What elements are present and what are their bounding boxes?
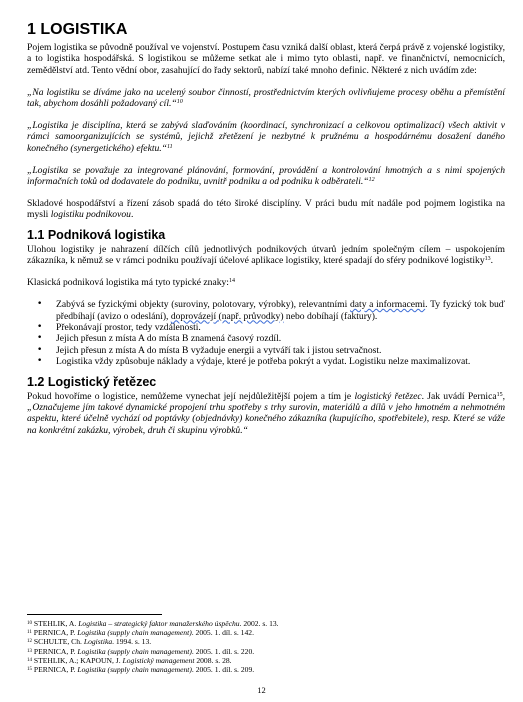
section-1-2-paragraph: Pokud hovoříme o logistice, nemůžeme vynechat její nejdůležitější pojem a tím je logistický řetězec. Jak uvádí Pernica$^{15}$, „Označujeme jím takové dynamické propojení trhu spotřeby s trhy surovin, materiálů a dílů v jeho hmotném a nehmotném aspektu, které účelně vychází od poptávky (objednávky) konečného zákazníka (kupujícího, spotřebitele), resp. Které se váže na konkrétní zakázku, výrobek, druh či skupinu výrobků.“: [27, 390, 506, 436]
page-number: 12: [257, 685, 266, 695]
bullet-list: [27, 299, 505, 367]
footnote-ref-10[interactable]: 10: [176, 99, 183, 106]
footnote-separator: [27, 614, 162, 615]
list-item: • Jejich přesun z místa A do místa B znamená časový rozdíl.: [37, 333, 282, 345]
footnotes: [27, 614, 505, 674]
footnote-12: $^{12}$ SCHULTE, Ch. Logistika. 1994. s. 13.: [27, 637, 152, 647]
section-heading-1-2: 1.2 Logistický řetězec: [27, 374, 157, 389]
footnote-ref-11[interactable]: 11: [167, 143, 173, 150]
intro-paragraph: Pojem logistika se původně používal ve vojenství. Postupem času vzniká další oblast, která čerpá právě z vojenské logistiky, a to logistika hospodářská. S logistikou se můžeme setkat ale i mimo tyto oblasti, např. ve finančnictví, nemocnicích, zemědělství atd. Tento vědní obor, zasahující do řady sektorů, nabízí také mnoho definic. Některé z nich uvádím zde:: [27, 42, 505, 76]
list-item: • Překonávají prostor, tedy vzdálenosti.: [37, 321, 201, 333]
chapter-heading: 1 LOGISTIKA: [27, 21, 128, 38]
footnote-13: $^{13}$ PERNICA, P. Logistika (supply chain management). 2005. 1. díl. s. 220.: [27, 646, 255, 656]
footnote-11: $^{11}$ PERNICA, P. Logistika (supply chain management). 2005. 1. díl. s. 142.: [27, 628, 254, 638]
definition-quote-2: „Logistika je disciplína, která se zabývá slaďováním (koordinací, synchronizací a celkovou optimalizací) všech aktivit v rámci samoorganizujících se systémů, jejichž zřetězení je nezbytné k pružnému a hospodárnému dosažení daného konečného (synergetického) efektu.“$^{11}$: [27, 120, 505, 154]
section-heading-1-1: 1.1 Podniková logistika: [27, 227, 166, 242]
footnote-ref-14[interactable]: 14: [228, 278, 235, 285]
closing-paragraph: Skladové hospodářství a řízení zásob spadá do této široké disciplíny. V práci budu mít nadále pod pojmem logistika na mysli logistiku podnikovou.: [27, 198, 505, 221]
list-item: • Logistika vždy způsobuje náklady a výdaje, které je potřeba pokrýt a vydat. Logistiku nelze maximalizovat.: [37, 356, 471, 368]
definition-quote-3: „Logistika se považuje za integrované plánování, formování, provádění a kontrolování hmotných a s nimi spojených informačních toků od dodavatele do podniku, uvnitř podniku a od podniku k odběrateli.“$^{12}$: [27, 164, 505, 188]
footnote-ref-13[interactable]: 13: [484, 256, 491, 263]
list-intro: Klasická podniková logistika má tyto typické znaky:$^{14}$: [27, 277, 235, 289]
footnote-14: $^{14}$ STEHLIK, A.; KAPOUN, J. Logistický management 2008. s. 28.: [27, 655, 232, 665]
footnote-15: $^{15}$ PERNICA, P. Logistika (supply chain management). 2005. 1. díl. s. 209.: [27, 665, 255, 675]
footnote-ref-15[interactable]: 15: [496, 391, 503, 398]
list-item: • Zabývá se fyzickými objekty (suroviny, polotovary, výrobky), relevantními daty a informacemi. Ty fyzický tok buď předbíhají (avizo o odeslání), doprovázejí (např. průvodky) nebo dobíhají (faktury).: [37, 299, 505, 322]
footnote-10: $^{10}$ STEHLIK, A. Logistika – strategický faktor manažerského úspěchu. 2002. s. 13.: [27, 619, 279, 628]
spellcheck-underline: daty a informacemi: [349, 299, 426, 311]
bullet-icon: •: [37, 299, 43, 310]
footnote-ref-12[interactable]: 12: [368, 177, 375, 184]
spellcheck-underline: doprovázejí (např. průvodky): [170, 310, 284, 322]
bullet-icon: •: [37, 333, 43, 344]
bullet-icon: •: [37, 321, 43, 332]
bullet-icon: •: [37, 356, 43, 367]
definition-quote-1: „Na logistiku se díváme jako na ucelený soubor činností, prostřednictvím kterých ovlivňujeme procesy oběhu a přemístění tak, abychom dosáhli požadovaný cíl.“$^{10}$: [27, 86, 505, 110]
list-item: • Jejich přesun z místa A do místa B vyžaduje energii a vytváří tak i jistou setrvačnost.: [37, 344, 382, 356]
section-1-1-paragraph: Ulohou logistiky je nahrazení dílčích cílů jednotlivých podnikových útvarů jedním společným cílem – uspokojením zákazníka, k němuž se v rámci podniku používají účelové aplikace logistiky, které spadají do sféry podnikové logistiky$^{13}$.: [27, 243, 505, 267]
page-body: [27, 20, 505, 436]
bullet-icon: •: [37, 344, 43, 355]
